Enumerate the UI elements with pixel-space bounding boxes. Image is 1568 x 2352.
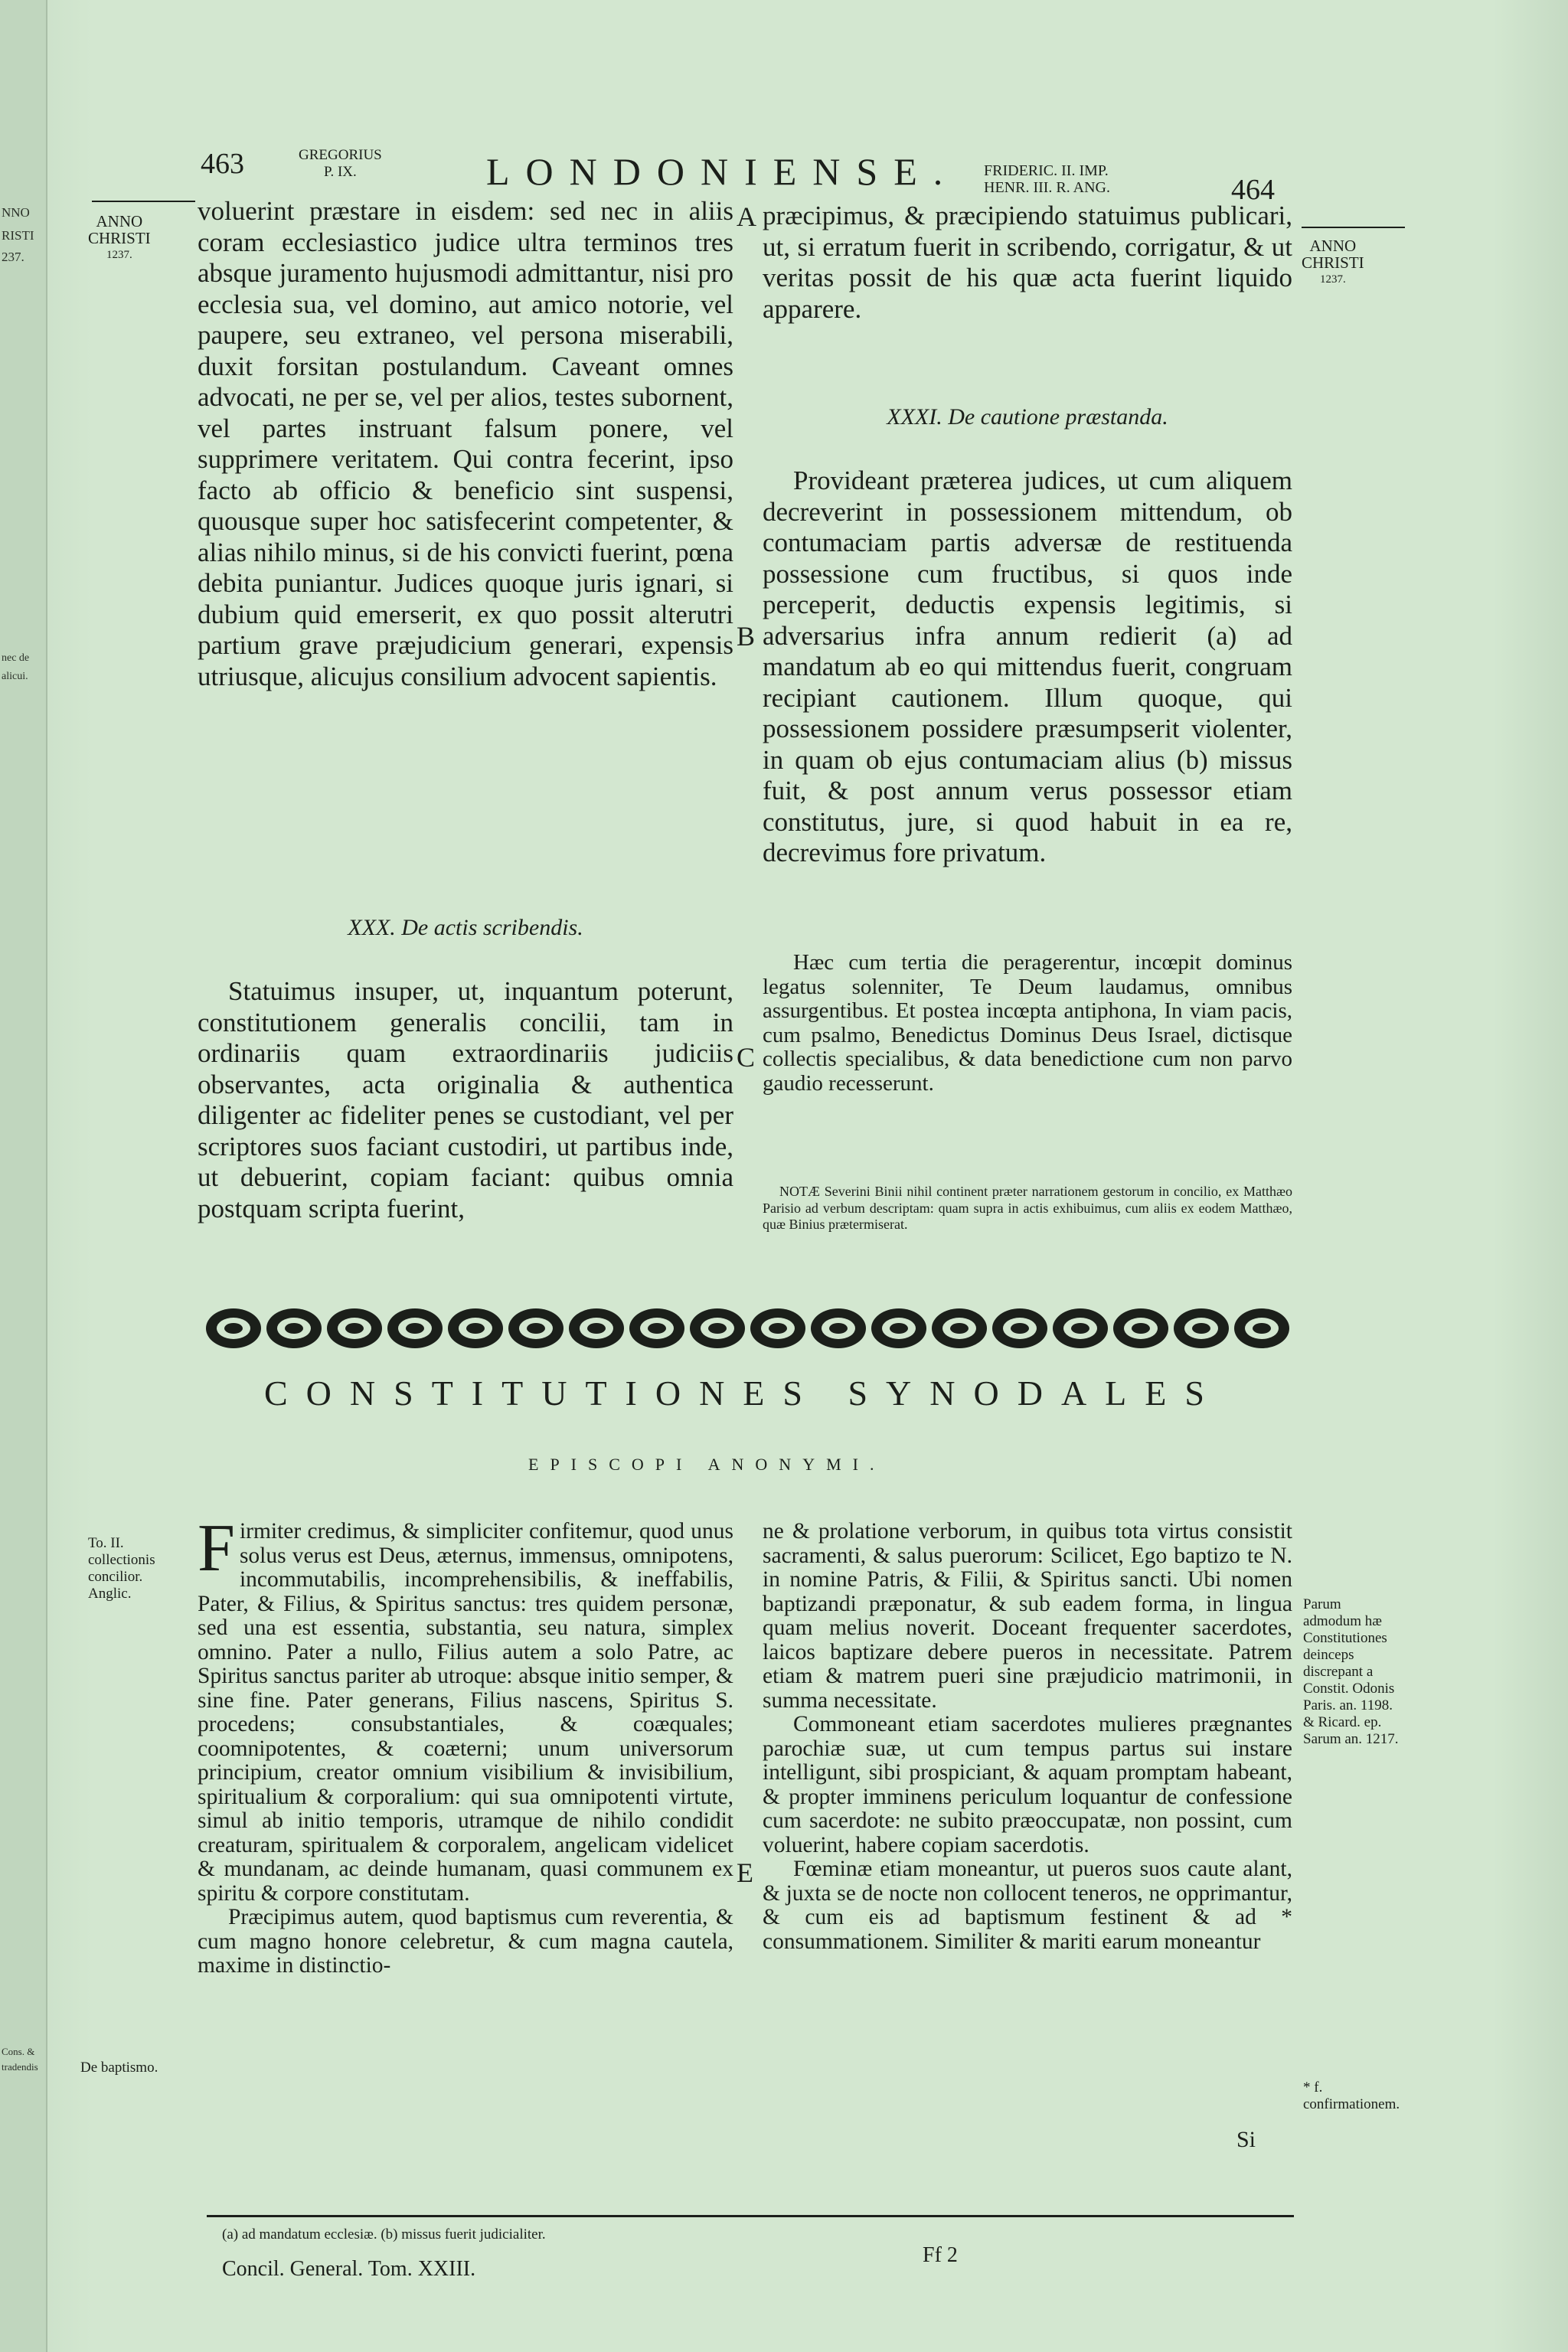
strip-text: nec de [2,652,30,664]
col2-top-text: præcipimus, & præcipiendo statuimus publicari, ut, si erratum fuerit in scribendo, corrigatur, & ut veritas possit de his quæ acta fuerint liquido apparere. [763,201,1292,324]
col1-bottom-text: Statuimus insuper, ut, inquantum poterunt, constitutionem generalis concilii, tam in ordinariis quam extraordinariis judiciis observantes, acta originalia & authentica diligenter ac fideliter penes se custodiant, vel per scriptores suos faciant custodiri, ut partibus inde, ut debuerint, copiam faciant: quibus omnia postquam scripta fuerint, [198,976,733,1223]
col3-first-paragraph: irmiter credimus, & simpliciter confitemur, quod unus solus verus est Deus, æternus, immensus, omnipotens, incommutabilis, incomprehensibilis, & ineffabilis, Pater, & Filius, & Spiritus sanctus: tres quidem personæ, sed una est essentia, substantia, seu natura, simplex omnino. Pater a nullo, Filius autem a solo Patre, ac Spiritus sanctus pariter ab utroque: absque initio semper, & sine fine. Pater generans, Filius nascens, Spiritus S. procedens; consubstantiales, & coæquales; coomnipotentes, & coæterni; unum universorum principium, creator omnium visibilium & invisibilium, spiritualium & corporalium: qui sua omnipotenti virtute, simul ab initio temporis, utramque de nihilo condidit creaturam, spiritualem & corporalem, angelicam videlicet & mundanam, ac deinde humanam, quasi communem ex spiritu & corpore constitutam. [198,1519,733,1906]
col2-small-text: Hæc cum tertia die peragerentur, incœpit dominus legatus solenniter, Te Deum laudamus, omnibus assurgentibus. Et postea incœpta antiphona, In viam pacis, cum psalmo, Benedictus Dominus Deus Israel, dictisque collectis specialibus, & data benedictione cum non parvo gaudio recesserunt. [763,950,1292,1096]
drop-cap: F [198,1511,235,1586]
anno-line: CHRISTI [88,229,151,247]
page-title: LONDONIENSE. [486,150,959,193]
col4-text [763,1520,1292,1954]
col4-third-paragraph: Fœminæ etiam moneantur, ut pueros suos caute alant, & juxta se de nocte non collocent teneros, ne opprimantur, & cum eis ad baptismum festinent & ad * consummationem. Similiter & mariti earum moneantur [763,1857,1292,1954]
section-letter: A [737,201,756,232]
section-letter: E [737,1857,753,1888]
margin-note-left-2: De baptismo. [80,2060,158,2076]
anno-rule-right [1302,227,1405,228]
col3-second-paragraph: Præcipimus autem, quod baptismus cum reverentia, & cum magno honore celebretur, & cum magna cautela, maxime in distinctio- [198,1905,733,1978]
anno-line: CHRISTI [1302,253,1364,272]
anno-line: ANNO [1309,237,1357,255]
col4-first-paragraph: ne & prolatione verborum, in quibus tota virtus consistit sacramenti, & salus puerorum: Scilicet, Ego baptizo te N. in nomine Patris, & Filii, & Spiritus sancti. Ubi nomen baptizandi præponatur, & sub eadem forma, in lingua quam melius noverit. Doceant frequenter sacerdotes, laicos baptizare debere pueros in necessitate. Patrem etiam & matrem pueri sine præjudicio matrimonii, in summa necessitate. [763,1519,1292,1713]
right-running-head [984,162,1110,196]
strip-text: tradendis [2,2061,38,2073]
right-page-number: 464 [1231,174,1275,206]
col3-text [198,1511,733,1978]
col1-top-text: voluerint præstare in eisdem: sed nec in aliis coram ecclesiastico judice ultra terminos tres absque juramento hujusmodi admittantur, nisi pro ecclesia sua, vel domino, aut amico notorie, vel paupere, seu extraneo, vel persona miserabili, duxit forsitan postulandum. Caveant omnes advocati, ne per se, vel per alios, testes subornent, vel partes instruant falsum ponere, vel supprimere veritatem. Qui contra fecerint, ipso facto ab officio & beneficio sint suspensi, quousque super hoc satisfecerint competenter, & alias nihilo minus, si de his convicti fuerint, pœna debita puniantur. Judices quoque juris ignari, si dubium quid emerserit, ex quo possit alterutri partium grave præjudicium generari, expensis utriusque, alicujus consilium advocent sapientis. [198,196,733,691]
strip-text: alicui. [2,671,28,682]
strip-text: RISTI [2,228,34,243]
ornament-band [203,1302,1294,1355]
col4-second-paragraph: Commoneant etiam sacerdotes mulieres prægnantes parochiæ suæ, ut cum tempus partus sui instare intelligunt, sibi prospiciant, & aquam promptam habeant, & propter imminens periculum loquantur de confessione cum sacerdote: ne subito præoccupatæ, non possint, cum voluerint, habere copiam sacerdotis. [763,1712,1292,1857]
left-page-number: 463 [201,148,244,180]
strip-text: 237. [2,250,24,264]
margin-note-right-2: * f. confirmationem. [1303,2079,1400,2112]
col2-mid-text: Provideant præterea judices, ut cum aliquem decreverint in possessionem mittendum, ob contumaciam partis adversæ de restituenda possessione cum fructibus, si quos inde perceperit, deductis expensis legitimis, si adversarius infra annum redierit (a) ad mandatum ab eo qui mittendus fuerit, congruam recipiant cautionem. Illum quoque, qui possessionem possidere præsumpserit violenter, in quam ob ejus contumaciam alius (b) missus fuit, & post annum verus possessor etiam constitutus, jure, si quod habuit in ea re, decrevimus fore privatum. [763,466,1292,867]
catchword: Si [1236,2127,1256,2152]
footnote-rule [207,2215,1294,2217]
margin-note-right-1: Parum admodum hæ Constitutiones deinceps discrepant a Constit. Odonis Paris. an. 1198. & Ricard. ep. Sarum an. 1217. [1303,1596,1399,1747]
margin-note-left-1: To. II. collectionis concilior. Anglic. [88,1535,155,1602]
signature-mark: Ff 2 [923,2243,958,2267]
volume-line: Concil. General. Tom. XXIII. [222,2257,476,2281]
running-line: HENR. III. R. ANG. [984,179,1110,196]
col2-note: NOTÆ Severini Binii nihil continent præter narrationem gestorum in concilio, ex Matthæo Parisio ad verbum descriptam: quam supra in actis exhibuimus, cum aliis ex eodem Matthæo, quæ Binius prætermiserat. [763,1184,1292,1232]
running-line: GREGORIUS [299,147,382,163]
section-letter: B [737,621,756,652]
adjacent-page-edge [0,0,47,2352]
anno-line: ANNO [96,212,143,230]
section-subtitle: EPISCOPI ANONYMI. [528,1455,886,1474]
anno-line: 1237. [1319,273,1346,286]
section-letter: C [737,1042,756,1073]
footnote: (a) ad mandatum ecclesiæ. (b) missus fuerit judicialiter. [222,2226,546,2243]
section-title: CONSTITUTIONES SYNODALES [264,1374,1223,1413]
heading-xxx: XXX. De actis scribendis. [348,915,583,940]
anno-right [1302,237,1364,288]
running-line: P. IX. [323,164,357,180]
strip-text: Cons. & [2,2046,35,2057]
anno-left [88,213,151,263]
anno-rule-left [92,201,195,202]
strip-text: NNO [2,205,30,220]
anno-line: 1237. [106,249,132,261]
heading-xxxi: XXXI. De cautione præstanda. [887,404,1168,430]
running-line: FRIDERIC. II. IMP. [984,162,1109,179]
left-running-head [299,147,382,181]
